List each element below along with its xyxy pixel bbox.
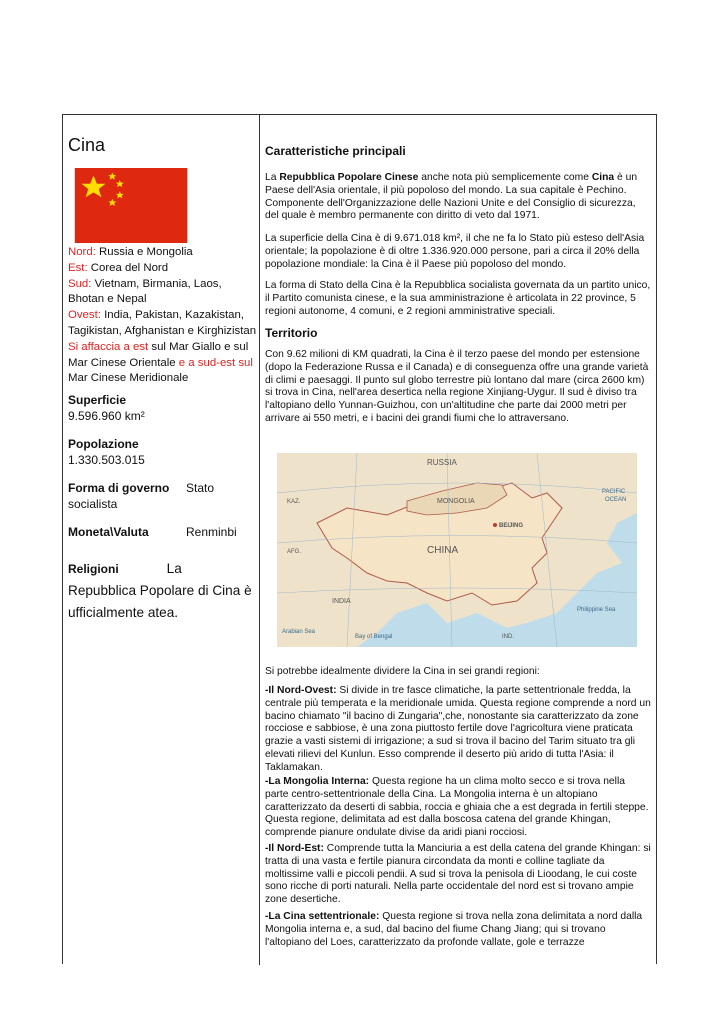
religioni-value-cont: Repubblica Popolare di Cina è ufficialmente atea.: [68, 583, 252, 620]
moneta-label: Moneta\Valuta: [68, 525, 149, 539]
governo-block: [68, 480, 256, 512]
china-map-image: [277, 453, 637, 647]
document-table: [62, 114, 657, 964]
map-label-philippine-sea: Philippine Sea: [577, 607, 616, 613]
map-label-ind: IND.: [502, 634, 514, 640]
flag-field: [75, 168, 188, 243]
column-divider: [259, 115, 260, 965]
map-label-russia: RUSSIA: [427, 458, 457, 467]
map-label-mongolia: MONGOLIA: [437, 498, 475, 505]
paragraph-regioni-intro: Si potrebbe idealmente dividere la Cina in sei grandi regioni:: [265, 666, 540, 677]
border-east: Est: Corea del Nord: [68, 261, 169, 274]
religioni-value: La: [166, 561, 182, 576]
border-south-cont: Bhotan e Nepal: [68, 293, 147, 306]
map-label-arabian-sea: Arabian Sea: [282, 629, 316, 635]
popolazione-value: 1.330.503.015: [68, 453, 145, 467]
superficie-label: Superficie: [68, 393, 127, 407]
sea-line-3: Mar Cinese Meridionale: [68, 372, 189, 385]
heading-territorio: Territorio: [265, 326, 318, 340]
map-label-kaz: KAZ.: [287, 499, 301, 505]
map-label-ocean: OCEAN: [605, 497, 627, 503]
region-mongolia-interna: -La Mongolia Interna: Questa regione ha un clima molto secco e si trova nella parte centro-settentrionale della Cina. La Mongolia interna è un altopiano caratterizzato da deserti di sabbia, roccia e ghiaia che a est degrada in fertili steppe. Questa regione, delimitata ad est dalla boscosa catena del grande Khingan, comprende pianure ondulate divise da aridi piani rocciosi.: [265, 776, 649, 839]
region-nord-ovest: -Il Nord-Ovest: Si divide in tre fasce climatiche, la parte settentrionale fredda, la centrale più temperata e la meridionale umida. Questa regione comprende a nord un bacino chiamato "il bacino di Zungaria",che, nonostante sia caratterizzato da zone rocciose e sabbiose, è una zona piuttosto fertile dove l'agricoltura viene praticata grazie a vasti sistemi di irrigazione; a sud si trova il bacino del Tarim situato tra gli elevati rilievi del Kunlun. Esso comprende il deserto più arido di tutta l'Asia: il Taklamakan.: [265, 685, 651, 773]
region-nord-est: -Il Nord-Est: Comprende tutta la Manciuria a est della catena del grande Khingan: si tratta di una vasta e fertile pianura circondata da monti e colline tagliate da moltissime valli e piccoli pendii. A sud si trova la penisola di Lioodang, le cui coste sono ricche di porti naturali. Nella parte occidentale del nord est si trovano ampie zone desertiche.: [265, 843, 651, 906]
map-label-afg: AFG.: [287, 549, 302, 555]
paragraph-intro: La Repubblica Popolare Cinese anche nota più semplicemente come Cina è un Paese dell'Asia orientale, il più popoloso del mondo. La sua capitale è Pechino. Componente dell'Organizzazione delle Nazioni Unite e del Consiglio di sicurezza, del quale è membro permanente con diritto di veto dal 1971.: [265, 172, 638, 222]
heading-caratteristiche: Caratteristiche principali: [265, 144, 406, 158]
moneta-value: Renminbi: [186, 525, 237, 539]
moneta-block: [68, 524, 256, 540]
superficie-value: 9.596.960 km²: [68, 409, 145, 423]
country-title: Cina: [68, 135, 106, 155]
popolazione-label: Popolazione: [68, 437, 139, 451]
paragraph-territorio: Con 9.62 milioni di KM quadrati, la Cina è il terzo paese del mondo per estensione (dopo la Federazione Russa e il Canada) e di conseguenza offre una grande varietà di climi e paesaggi. Il punto sul globo terrestre più lontano dal mare (circa 2600 km) si trova in Cina, nell'area desertica nella regione Xinjiang-Uygur. Il sud è diviso tra l'altopiano dello Yunnan-Guizhou, con un'altitudine che parte dai 2000 metri per arrivare ai 550 metri, e i bacini dei grandi fiumi che lo attraversano.: [265, 349, 649, 424]
border-south: Sud: Vietnam, Birmania, Laos,: [68, 277, 222, 290]
map-label-beijing: BEIJING: [499, 523, 524, 529]
border-north: Nord: Russia e Mongolia: [68, 246, 193, 258]
religioni-block: [68, 558, 258, 624]
governo-label: Forma di governo: [68, 481, 170, 495]
china-flag-image: [73, 168, 189, 243]
border-west-cont: Tagikistan, Afghanistan e Kirghizistan: [68, 324, 257, 337]
governo-value: Stato: [186, 481, 215, 495]
sea-line-1: Si affaccia a est sul Mar Giallo e sul: [68, 340, 249, 353]
map-label-bay-of-bengal: Bay of Bengal: [355, 634, 393, 640]
border-west: Ovest: India, Pakistan, Kazakistan,: [68, 309, 245, 322]
superficie-block: [68, 392, 258, 424]
map-label-pacific: PACIFIC: [602, 489, 626, 495]
governo-value-cont: socialista: [68, 497, 118, 511]
religioni-label: Religioni: [68, 562, 119, 576]
region-cina-settentrionale: -La Cina settentrionale: Questa regione si trova nella zona delimitata a nord dalla Mongolia interna e, a sud, dal bacino del fiume Chang Jiang; qui si trovano l'altopiano del Loes, caratterizzato da profonde vallate, gole e terrazze: [265, 911, 643, 948]
popolazione-block: [68, 436, 258, 468]
paragraph-superficie: La superficie della Cina è di 9.671.018 km², il che ne fa lo Stato più esteso dell'Asia orientale; la popolazione è di oltre 1.336.920.000 persone, pari a circa il 20% della popolazione mondiale: la Cina è il Paese più popoloso del mondo.: [265, 233, 645, 270]
map-label-india: INDIA: [332, 598, 351, 605]
paragraph-forma-stato: La forma di Stato della Cina è la Repubblica socialista governata da un partito unico, il Partito comunista cinese, e la sua amministrazione è articolata in 22 province, 5 regioni autonome, 4 comuni, e 2 regioni amministrative speciali.: [265, 280, 651, 317]
map-beijing-marker: [493, 523, 497, 527]
sea-line-2: Mar Cinese Orientale e a sud-est sul: [68, 356, 253, 369]
borders-list: [68, 245, 258, 387]
map-label-china: CHINA: [427, 545, 459, 556]
